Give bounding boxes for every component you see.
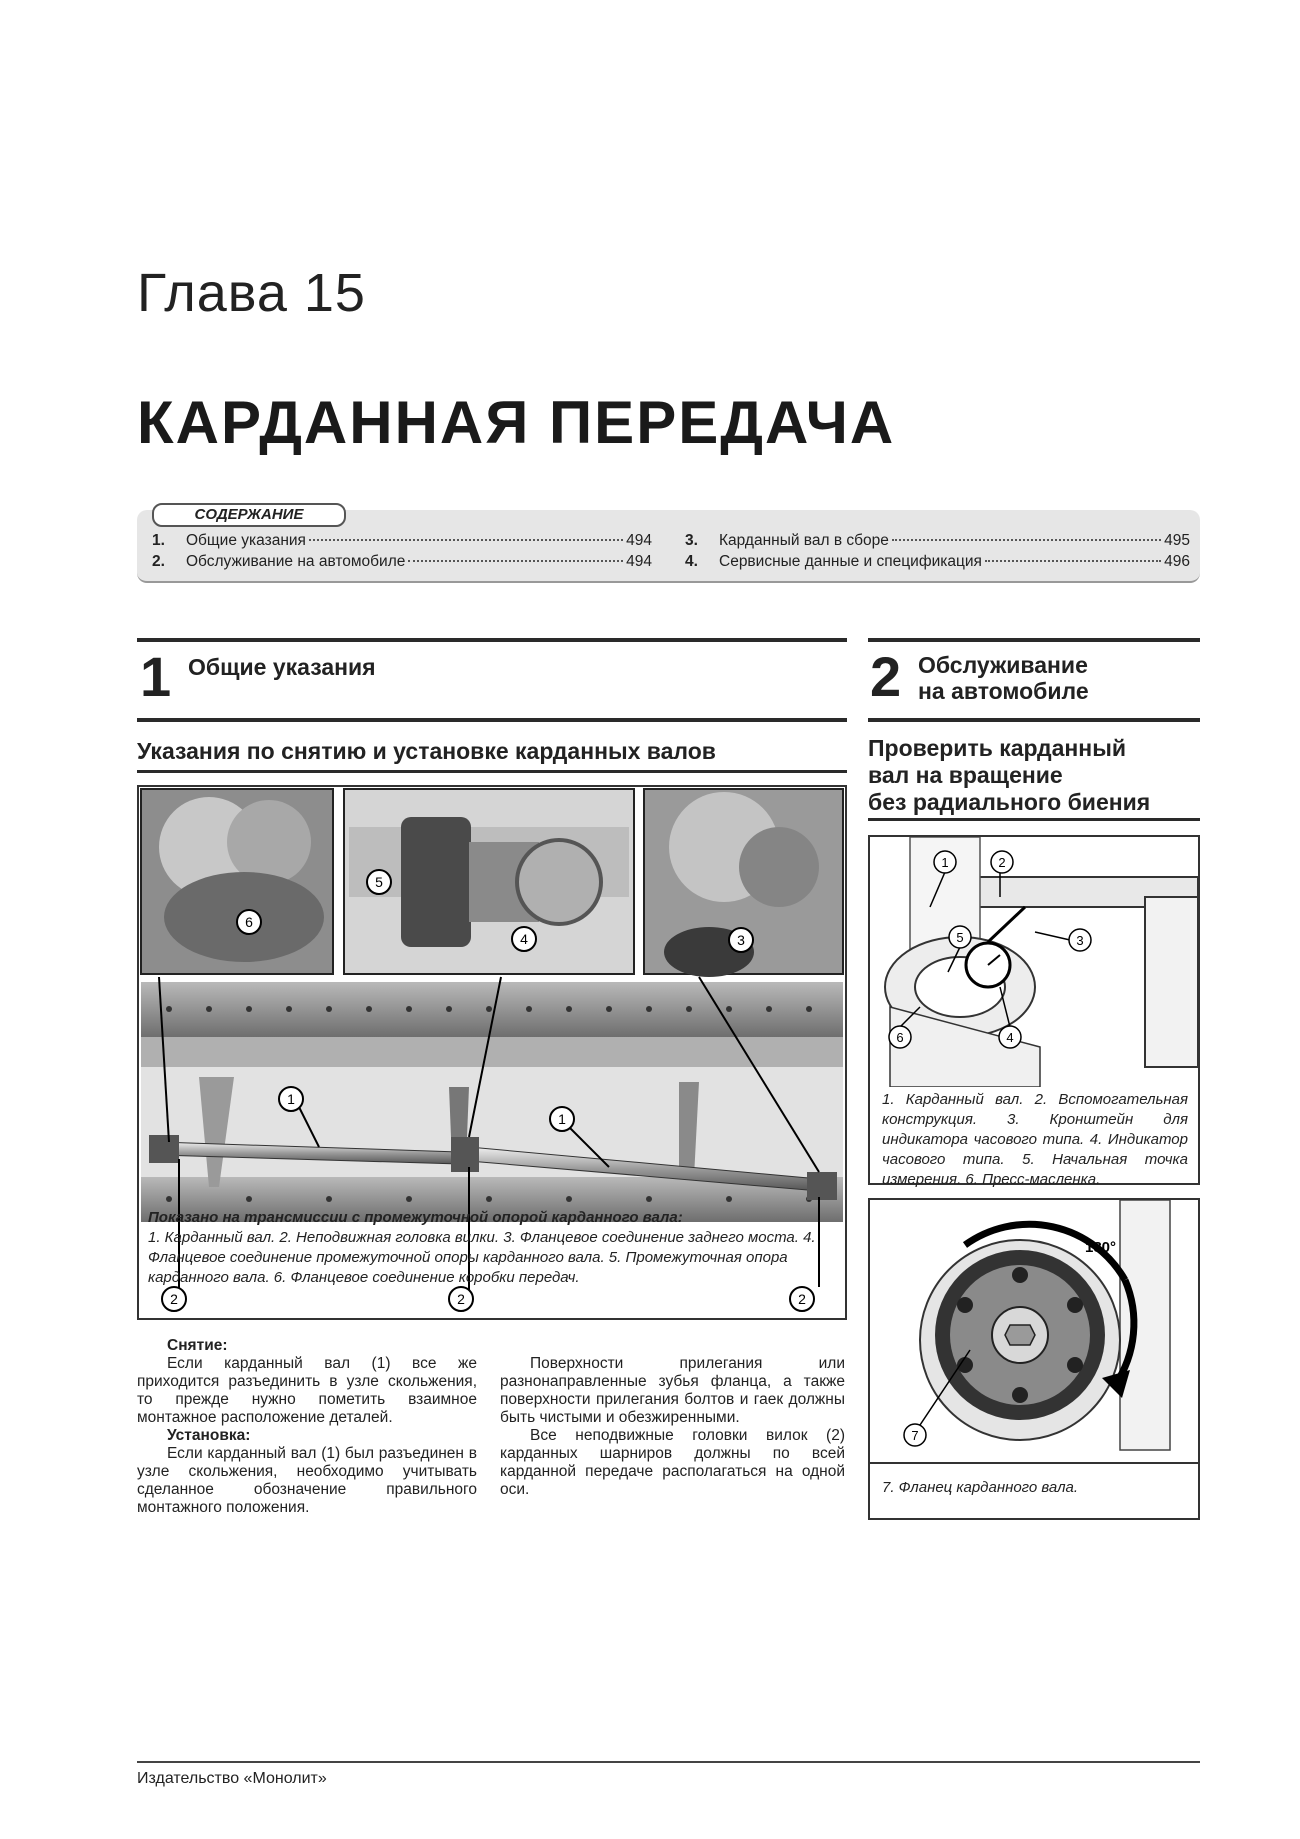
section-2-number: 2 — [870, 645, 902, 708]
callout-2: 2 — [170, 1291, 178, 1307]
flange-illustration — [870, 1200, 1198, 1460]
callout-2: 2 — [998, 855, 1006, 870]
removal-heading: Снятие: — [167, 1337, 228, 1354]
chapter-title: КАРДАННАЯ ПЕРЕДАЧА — [137, 389, 896, 456]
callout-1: 1 — [941, 855, 949, 870]
surfaces-text: Поверхности прилегания или разнонаправленные зубья фланца, а также поверхности прилегания болтов и гаек должны быть чистыми и обезжиренными. — [500, 1355, 845, 1426]
toc-item[interactable] — [685, 532, 1190, 550]
figure-caption: 1. Карданный вал. 2. Вспомогательная конструкция. 3. Кронштейн для индикатора часового типа. 4. Индикатор часового типа. 5. Начальная точка измерения. 6. Пресс-масленка. — [882, 1091, 1188, 1188]
callout-4: 4 — [520, 931, 528, 947]
subheading-line: вал на вращение — [868, 762, 1063, 788]
section-rule — [868, 638, 1200, 642]
callout-1: 1 — [287, 1091, 295, 1107]
toc-item-label: Общие указания — [186, 532, 306, 549]
dial-indicator-figure — [868, 835, 1200, 1188]
subheading-rule — [868, 818, 1200, 821]
section-1-subheading: Указания по снятию и установке карданных валов — [137, 738, 716, 764]
section-2-subheading — [868, 735, 1203, 816]
text-column-2 — [500, 1355, 845, 1499]
toc-leader — [892, 539, 1161, 541]
toc-item-page: 495 — [1164, 532, 1190, 549]
section-2-title-line: на автомобиле — [918, 678, 1089, 704]
section-2-title — [918, 652, 1089, 704]
callout-6: 6 — [896, 1030, 904, 1045]
subheading-line: без радиального биения — [868, 789, 1151, 815]
toc-item-label: Обслуживание на автомобиле — [186, 553, 406, 570]
toc-item-number: 1. — [152, 532, 165, 549]
toc-item-number: 3. — [685, 532, 698, 549]
callout-3: 3 — [737, 932, 745, 948]
dial-indicator-illustration — [870, 837, 1198, 1087]
caption-body: 1. Карданный вал. 2. Неподвижная головка вилки. 3. Фланцевое соединение заднего моста. 4. Фланцевое соединение промежуточной опоры карданного вала. 5. Промежуточная опора карданного вала. 6. Фланцевое соединение коробки передач. — [148, 1229, 816, 1286]
install-text: Если карданный вал (1) был разъединен в узле скольжения, необходимо учитывать сделанное обозначение правильного монтажного положения. — [137, 1445, 477, 1516]
toc-item-label: Сервисные данные и спецификация — [719, 553, 982, 570]
toc-item[interactable] — [152, 553, 652, 571]
publisher: Издательство «Монолит» — [137, 1770, 327, 1787]
toc-item-page: 494 — [626, 532, 652, 549]
callout-7: 7 — [911, 1428, 919, 1443]
callout-5: 5 — [956, 930, 964, 945]
chapter-label: Глава 15 — [137, 263, 366, 323]
section-1-title: Общие указания — [188, 654, 376, 680]
toc-item-page: 494 — [626, 553, 652, 570]
figure-caption — [148, 1208, 836, 1288]
subheading-rule — [137, 770, 847, 773]
callout-1: 1 — [558, 1111, 566, 1127]
subheading-line: Проверить карданный — [868, 735, 1126, 761]
text-column-1 — [137, 1337, 477, 1517]
callout-3: 3 — [1076, 933, 1084, 948]
toc-item-number: 2. — [152, 553, 165, 570]
rotation-angle-label: 180° — [1085, 1239, 1117, 1256]
toc-item[interactable] — [685, 553, 1190, 571]
removal-text: Если карданный вал (1) все же приходится разъединить в узле скольжения, то прежде нужно пометить взаимное монтажное расположение деталей. — [137, 1355, 477, 1426]
callout-5: 5 — [375, 874, 383, 890]
callout-4: 4 — [1006, 1030, 1014, 1045]
toc-item[interactable] — [152, 532, 652, 550]
figure-caption: 7. Фланец карданного вала. — [882, 1479, 1079, 1496]
toc-item-number: 4. — [685, 553, 698, 570]
toc-leader — [309, 539, 623, 541]
callout-6: 6 — [245, 914, 253, 930]
toc-item-page: 496 — [1164, 553, 1190, 570]
section-2-title-line: Обслуживание — [918, 652, 1088, 678]
flange-figure — [868, 1198, 1200, 1520]
toc-leader — [985, 560, 1161, 562]
section-rule — [868, 718, 1200, 722]
figure-divider — [870, 1462, 1198, 1464]
section-1-number: 1 — [140, 645, 172, 708]
caption-lead: Показано на трансмиссии с промежуточной опорой карданного вала: — [148, 1209, 683, 1226]
toc-leader — [408, 560, 623, 562]
callout-2: 2 — [798, 1291, 806, 1307]
footer-rule — [137, 1761, 1200, 1763]
install-heading: Установка: — [167, 1427, 251, 1444]
callout-2: 2 — [457, 1291, 465, 1307]
toc-heading: СОДЕРЖАНИЕ — [152, 503, 346, 527]
section-rule — [137, 718, 847, 722]
section-rule — [137, 638, 847, 642]
yokes-text: Все неподвижные головки вилок (2) карданных шарниров должны по всей карданной передаче располагаться на одной оси. — [500, 1427, 845, 1498]
toc-item-label: Карданный вал в сборе — [719, 532, 889, 549]
